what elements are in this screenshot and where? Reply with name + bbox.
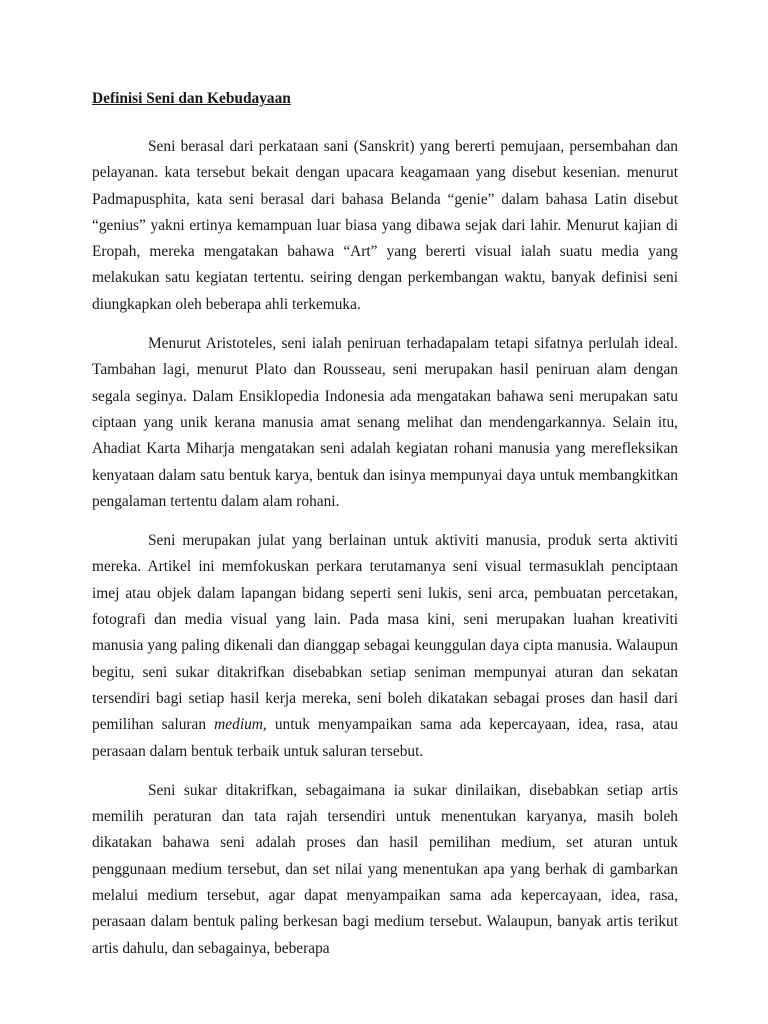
paragraph-3-emphasis: medium bbox=[214, 716, 263, 734]
paragraph-4: Seni sukar ditakrifkan, sebagaimana ia sukar dinilaikan, disebabkan setiap artis memilih peraturan dan tata rajah tersendiri untuk menentukan karyanya, masih boleh dikatakan bahawa seni adalah proses dan hasil pemilihan medium, set aturan untuk penggunaan medium tersebut, dan set nilai yang menentukan apa yang berhak di gambarkan melalui medium tersebut, agar dapat menyampaikan sama ada kepercayaan, idea, rasa, perasaan dalam bentuk paling berkesan bagi medium tersebut. Walaupun, banyak artis terikut artis dahulu, dan sebagainya, beberapa bbox=[92, 781, 678, 957]
paragraph-3-text-before: Seni merupakan julat yang berlainan untuk aktiviti manusia, produk serta aktiviti mereka. Artikel ini memfokuskan perkara terutamanya seni visual termasuklah penciptaan imej atau objek dalam lapangan bidang seperti seni lukis, seni arca, pembuatan percetakan, fotografi dan media visual yang lain. Pada masa kini, seni merupakan luahan kreativiti manusia yang paling dikenali dan dianggap sebagai keunggulan daya cipta manusia. Walaupun begitu, seni sukar ditakrifkan disebabkan setiap seniman mempunyai aturan dan sekatan tersendiri bagi setiap hasil kerja mereka, seni boleh dikatakan sebagai proses dan hasil dari pemilihan saluran bbox=[92, 532, 678, 734]
document-page bbox=[92, 86, 678, 975]
paragraph-2: Menurut Aristoteles, seni ialah peniruan terhadapalam tetapi sifatnya perlulah ideal. Tambahan lagi, menurut Plato dan Rousseau, seni merupakan hasil peniruan alam dengan segala seginya. Dalam Ensiklopedia Indonesia ada mengatakan bahawa seni merupakan satu ciptaan yang unik kerana manusia amat senang melihat dan mendengarkannya. Selain itu, Ahadiat Karta Miharja mengatakan seni adalah kegiatan rohani manusia yang merefleksikan kenyataan dalam satu bentuk karya, bentuk dan isinya mempunyai daya untuk membangkitkan pengalaman tertentu dalam alam rohani. bbox=[92, 335, 678, 510]
paragraph-3 bbox=[92, 528, 678, 765]
paragraph-1: Seni berasal dari perkataan sani (Sanskrit) yang bererti pemujaan, persembahan dan pelayanan. kata tersebut bekait dengan upacara keagamaan yang disebut kesenian. menurut Padmapusphita, kata seni berasal dari bahasa Belanda “genie” dalam bahasa Latin disebut “genius” yakni ertinya kemampuan luar biasa yang dibawa sejak dari lahir. Menurut kajian di Eropah, mereka mengatakan bahawa “Art” yang bererti visual ialah suatu media yang melakukan satu kegiatan tertentu. seiring dengan perkembangan waktu, banyak definisi seni diungkapkan oleh beberapa ahli terkemuka. bbox=[92, 138, 678, 313]
paragraph-3-text-after: , untuk menyampaikan sama ada kepercayaan, idea, rasa, atau perasaan dalam bentuk terbaik untuk saluran tersebut. bbox=[92, 716, 678, 760]
document-title: Definisi Seni dan Kebudayaan bbox=[92, 90, 291, 107]
